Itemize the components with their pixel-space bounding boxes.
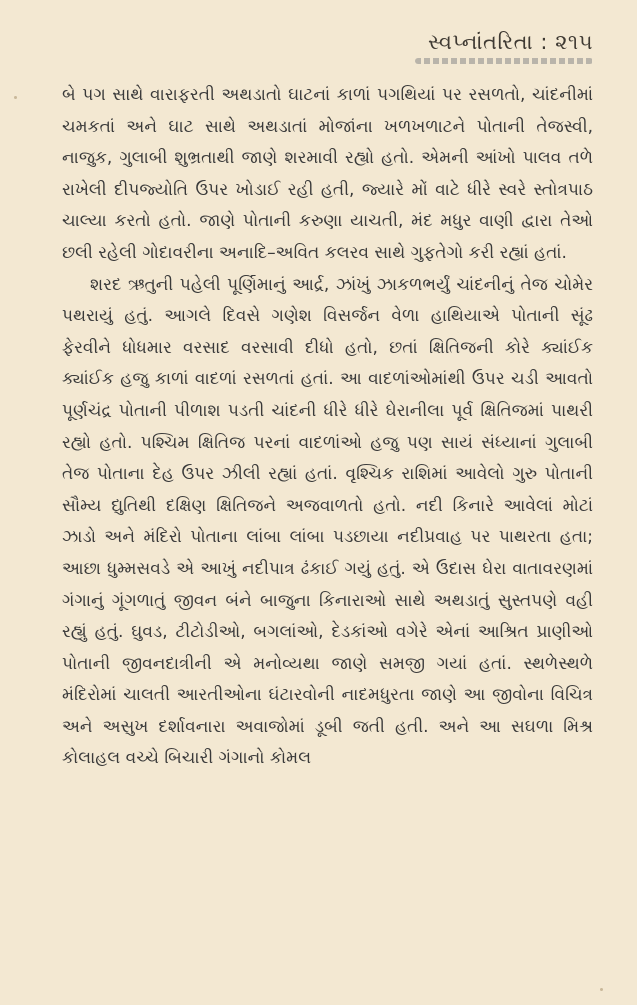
paper-speck	[600, 988, 603, 991]
paper-speck	[14, 96, 17, 99]
paragraph-1: બે પગ સાથે વારાફરતી અથડાતો ઘાટનાં કાળાં પગથિયાં પર રસળતો, ચાંદનીમાં ચમકતાં અને ઘાટ સાથે અથડાતાં મોજાંના ખળખળાટને પોતાની તેજસ્વી, નાજુક, ગુલાબી શુભ્રતાથી જાણે શરમાવી રહ્યો હતો. એમની આંખો પાલવ તળે રાખેલી દીપજ્યોતિ ઉપર ખોડાઈ રહી હતી, જ્યારે મોં વાટે ધીરે સ્વરે સ્તોત્રપાઠ ચાલ્યા કરતો હતો. જાણે પોતાની કરુણા યાચતી, મંદ મધુર વાણી દ્વારા તેઓ છલી રહેલી ગોદાવરીના અનાદિ–અવિત કલરવ સાથે ગુફતેગો કરી રહ્યાં હતાં.	[62, 85, 593, 263]
paragraph-2: શરદ ઋતુની પહેલી પૂર્ણિમાનું આર્દ્ર, ઝાંખું ઝાકળભર્યું ચાંદનીનું તેજ ચોમેર પથરાયું હતું. આગલે દિવસે ગણેશ વિસર્જન વેળા હાથિયાએ પોતાની સૂંઢ ફેરવીને ધોધમાર વરસાદ વરસાવી દીધો હતો, છતાં ક્ષિતિજની કોરે ક્યાંઈક ક્યાંઈક હજુ કાળાં વાદળાં રસળતાં હતાં. આ વાદળાંઓમાંથી ઉપર ચડી આવતો પૂર્ણચંદ્ર પોતાની પીળાશ પડતી ચાંદની ધીરે ધીરે ઘેરાનીલા પૂર્વ ક્ષિતિજમાં પાથરી રહ્યો હતો. પશ્ચિમ ક્ષિતિજ પરનાં વાદળાંઓ હજુ પણ સાયં સંધ્યાનાં ગુલાબી તેજ પોતાના દેહ ઉપર ઝીલી રહ્યાં હતાં. વૃશ્ચિક રાશિમાં આવેલો ગુરુ પોતાની સૌમ્ય દ્યુતિથી દક્ષિણ ક્ષિતિજને અજવાળતો હતો. નદી કિનારે આવેલાં મોટાં ઝાડો અને મંદિરો પોતાના લાંબા લાંબા પડછાયા નદીપ્રવાહ પર પાથરતા હતા; આછા ધુમ્મસવડે એ આખું નદીપાત્ર ઢંકાઈ ગયું હતું. એ ઉદાસ ઘેરા વાતાવરણમાં ગંગાનું ગૂંગળાતું જીવન બંને બાજુના કિનારાઓ સાથે અથડાતું સુસ્તપણે વહી રહ્યું હતું. ઘુવડ, ટીટોડીઓ, બગલાંઓ, દેડકાંઓ વગેરે એનાં આશ્રિત પ્રાણીઓ પોતાની જીવનદાત્રીની એ મનોવ્યથા જાણે સમજી ગયાં હતાં. સ્થળેસ્થળે મંદિરોમાં ચાલતી આરતીઓના ઘંટારવોની નાદમધુરતા જાણે આ જીવોના વિચિત્ર અને અસુખ દર્શાવનારા અવાજોમાં ડૂબી જતી હતી. અને આ સઘળા મિશ્ર કોલાહલ વચ્ચે બિચારી ગંગાનો કોમલ	[62, 274, 593, 769]
page-header	[415, 30, 593, 64]
running-head: સ્વપ્નાંતરિતા : ૨૧૫	[428, 30, 593, 54]
body-text	[62, 80, 593, 775]
header-underline	[415, 58, 593, 64]
